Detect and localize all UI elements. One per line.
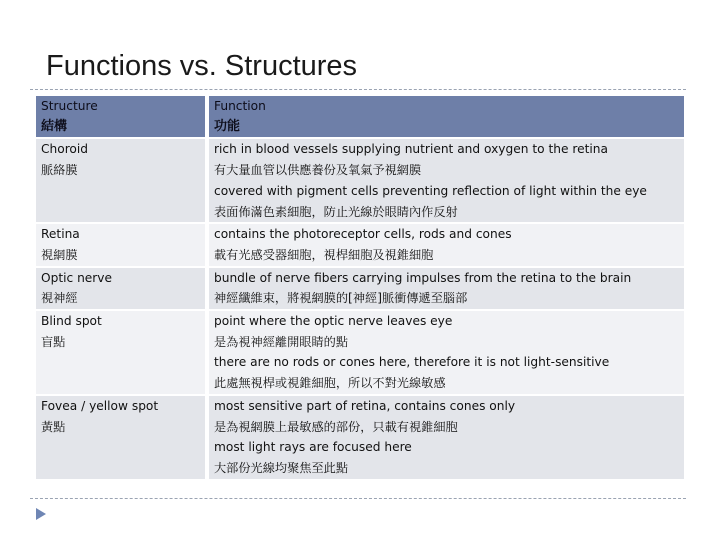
function-line: most sensitive part of retina, contains cones only <box>214 398 516 413</box>
structure-name-zh: 視神經 <box>41 291 78 306</box>
structure-name-en: Fovea / yellow spot <box>41 398 159 413</box>
structure-cell <box>36 310 207 395</box>
table-row-optic-nerve <box>36 267 684 310</box>
table-header <box>36 96 684 138</box>
table-row-fovea <box>36 395 684 479</box>
function-line: most light rays are focused here <box>214 440 412 455</box>
header-row <box>36 96 684 138</box>
function-line: 有大量血管以供應養份及氧氣予視網膜 <box>214 163 422 178</box>
function-line: 是為視神經離開眼睛的點 <box>214 334 349 349</box>
structure-name-en: Retina <box>41 227 80 242</box>
structure-header-en: Structure <box>41 99 98 113</box>
structure-name-en: Choroid <box>41 142 89 157</box>
table-row-blind-spot <box>36 310 684 395</box>
function-line: there are no rods or cones here, therefore it is not light-sensitive <box>214 355 610 370</box>
structure-name-en: Optic nerve <box>41 270 113 285</box>
structure-header-zh: 結構 <box>41 118 68 134</box>
structure-name-zh: 盲點 <box>41 334 66 349</box>
function-header-en: Function <box>214 99 266 113</box>
function-line: 大部份光線均聚焦至此點 <box>214 460 349 475</box>
structure-name-zh: 脈絡膜 <box>41 163 78 178</box>
function-line: 載有光感受器細胞，視桿細胞及視錐細胞 <box>214 247 434 262</box>
function-line: 表面佈滿色素細胞，防止光線於眼睛內作反射 <box>214 204 458 219</box>
function-line: 此處無視桿或視錐細胞，所以不對光線敏感 <box>214 376 446 391</box>
function-line: 神經纖維束，將視網膜的[神經]脈衝傳遞至腦部 <box>214 291 468 306</box>
function-cell <box>207 310 684 395</box>
structure-cell <box>36 395 207 479</box>
structure-column-header <box>36 96 207 138</box>
structures-table <box>36 96 684 479</box>
function-line: contains the photoreceptor cells, rods and cones <box>214 227 512 242</box>
structure-cell <box>36 138 207 223</box>
table-row-retina <box>36 223 684 266</box>
footer-divider <box>30 498 686 499</box>
function-cell <box>207 223 684 266</box>
triangle-bullet-icon <box>36 508 46 520</box>
structure-cell <box>36 223 207 266</box>
page-title: Functions vs. Structures <box>46 50 358 82</box>
structure-name-zh: 黃點 <box>41 419 66 434</box>
function-line: bundle of nerve fibers carrying impulses from the retina to the brain <box>214 270 632 285</box>
function-cell <box>207 395 684 479</box>
function-line: point where the optic nerve leaves eye <box>214 314 453 329</box>
title-divider <box>30 89 686 90</box>
structure-cell <box>36 267 207 310</box>
structure-name-zh: 視網膜 <box>41 247 78 262</box>
function-line: 是為視網膜上最敏感的部份，只載有視錐細胞 <box>214 419 458 434</box>
table-row-choroid <box>36 138 684 223</box>
function-cell <box>207 267 684 310</box>
function-cell <box>207 138 684 223</box>
structure-name-en: Blind spot <box>41 314 102 329</box>
function-line: covered with pigment cells preventing reflection of light within the eye <box>214 183 647 198</box>
function-column-header <box>207 96 684 138</box>
function-line: rich in blood vessels supplying nutrient and oxygen to the retina <box>214 142 608 157</box>
function-header-zh: 功能 <box>214 118 241 134</box>
